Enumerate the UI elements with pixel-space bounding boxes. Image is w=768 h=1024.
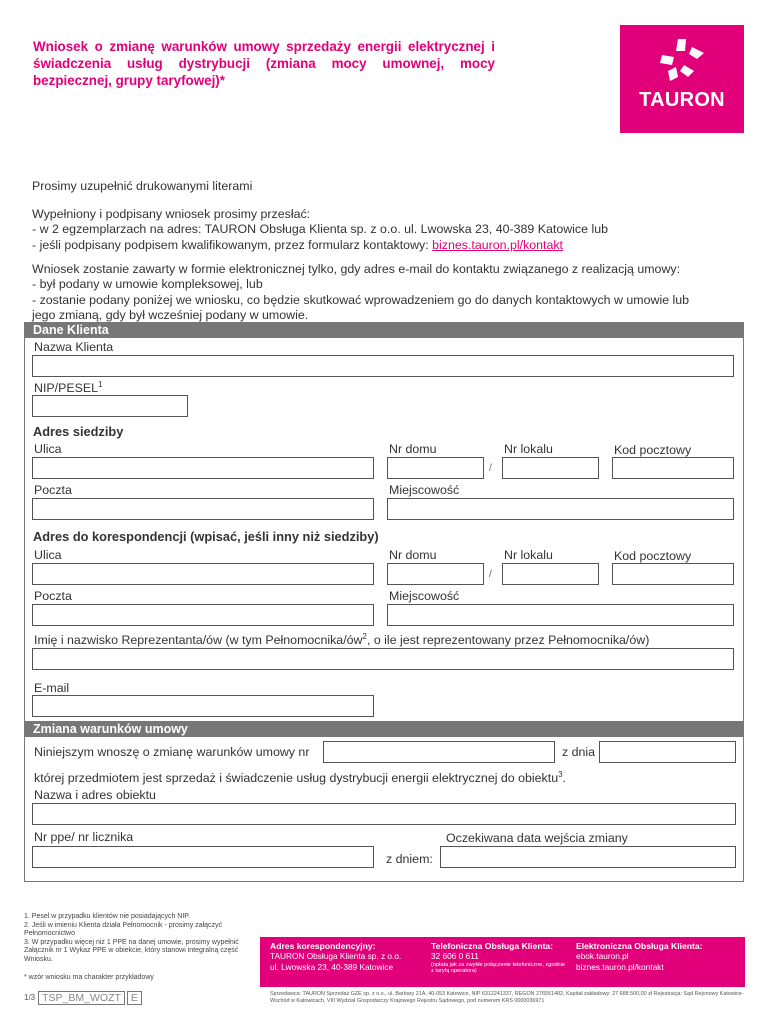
- footer-contact-link[interactable]: biznes.tauron.pl/kontakt: [576, 961, 664, 972]
- intro-electronic-line-2: - był podany w umowie kompleksowej, lub: [32, 277, 263, 292]
- seat-city-field[interactable]: [387, 498, 734, 520]
- corr-flat-label: Nr lokalu: [504, 548, 553, 562]
- corr-flat-field[interactable]: [502, 563, 599, 585]
- effective-date-field[interactable]: [440, 846, 736, 868]
- seat-flat-label: Nr lokalu: [504, 442, 553, 456]
- client-name-label: Nazwa Klienta: [34, 340, 114, 354]
- representative-label: [34, 632, 649, 647]
- seat-city-label: Miejscowość: [389, 483, 460, 497]
- ppe-field[interactable]: [32, 846, 374, 868]
- representative-label-a: Imię i nazwisko Reprezentanta/ów (w tym Pełnomocnika/ów: [34, 633, 363, 648]
- nip-field[interactable]: [32, 395, 188, 417]
- contract-subject-text: [34, 770, 566, 785]
- nip-label-text: NIP/PESEL: [34, 381, 99, 396]
- seat-separator: /: [489, 463, 492, 474]
- contract-date-field[interactable]: [599, 741, 736, 763]
- seat-post-field[interactable]: [32, 498, 374, 520]
- intro-send-line-2: - w 2 egzemplarzach na adres: TAURON Obsługa Klienta sp. z o.o. ul. Lwowska 23, 40-389 Katowice lub: [32, 222, 608, 237]
- correspondence-address-heading: Adres do korespondencji (wpisać, jeśli inny niż siedziby): [33, 529, 379, 544]
- intro-electronic-line-3: - zostanie podany poniżej we wniosku, co będzie skutkować wprowadzeniem go do danych kontaktowych w umowie lub: [32, 292, 690, 307]
- intro-electronic-line-4: jego zmianą, gdy był wcześniej podany w umowie.: [32, 307, 309, 322]
- contract-subject-text-main: której przedmiotem jest sprzedaż i świadczenie usług dystrybucji energii elektrycznej do obiektu: [34, 771, 559, 786]
- footer-address-title: Adres korespondencyjny:: [270, 941, 376, 951]
- seat-house-label: Nr domu: [389, 442, 437, 456]
- ppe-label: Nr ppe/ nr licznika: [34, 830, 134, 844]
- intro-instruction: Prosimy uzupełnić drukowanymi literami: [32, 179, 253, 193]
- email-label: E-mail: [34, 681, 70, 695]
- footnote-1: 1. Pesel w przypadku klientów nie posiadających NIP.: [24, 913, 191, 920]
- corr-city-label: Miejscowość: [389, 589, 460, 603]
- form-code-box: TSP_BM_WOZT: [38, 991, 125, 1005]
- contact-footer: [260, 937, 745, 987]
- seat-post-label: Poczta: [34, 483, 72, 497]
- logo-text: TAURON: [639, 89, 725, 111]
- footnote-3: 3. W przypadku więcej niż 1 PPE na danej umowie, prosimy wypełnić Załącznik nr 1 Wykaz PPE w obiekcie, który stanowi integralną część Wniosku.: [24, 938, 239, 963]
- footer-phone-number[interactable]: 32 606 0 611: [431, 951, 479, 962]
- seat-flat-field[interactable]: [502, 457, 599, 479]
- footer-phone-note: (opłata jak za zwykłe połączenie telefoniczne, zgodnie z taryfą operatora): [431, 961, 566, 975]
- tauron-star-icon: [654, 37, 710, 87]
- seat-street-label: Ulica: [34, 442, 62, 456]
- seat-house-field[interactable]: [387, 457, 484, 479]
- corr-postcode-label: Kod pocztowy: [614, 549, 692, 563]
- footer-ebok-link[interactable]: ebok.tauron.pl: [576, 951, 629, 962]
- page-number: 1/3: [24, 993, 36, 1002]
- footer-address-line-2: ul. Lwowska 23, 40-389 Katowice: [270, 961, 394, 972]
- intro-electronic-line-1: Wniosek zostanie zawarty w formie elektronicznej tylko, gdy adres e-mail do kontaktu związanego z realizacją umowy:: [32, 262, 681, 276]
- representative-label-b: , o ile jest reprezentowany przez Pełnomocnika/ów): [366, 633, 650, 648]
- intro-send-line-3: [32, 238, 732, 253]
- object-field[interactable]: [32, 803, 736, 825]
- footer-electronic: [576, 941, 703, 972]
- contract-number-field[interactable]: [323, 741, 555, 763]
- footer-phone: [431, 941, 566, 975]
- representative-field[interactable]: [32, 648, 734, 670]
- contract-subject-footnote-ref: 3: [558, 770, 563, 779]
- contract-request-label: Niniejszym wnoszę o zmianę warunków umowy nr: [34, 745, 310, 759]
- corr-separator: /: [489, 569, 492, 580]
- section-client-data: Dane Klienta: [24, 322, 744, 338]
- section-contract-change: Zmiana warunków umowy: [24, 721, 744, 737]
- document-title: Wniosek o zmianę warunków umowy sprzedaży energii elektrycznej i świadczenia usług dystrybucji (zmiana mocy umownej, mocy bezpiecznej, grupy taryfowej)*: [33, 39, 495, 88]
- intro-send-line-1: Wypełniony i podpisany wniosek prosimy przesłać:: [32, 207, 311, 221]
- client-name-field[interactable]: [32, 355, 734, 377]
- corr-post-label: Poczta: [34, 589, 72, 603]
- seat-postcode-field[interactable]: [612, 457, 734, 479]
- footnote-template-note: * wzór wniosku ma charakter przykładowy: [24, 973, 154, 981]
- contact-link[interactable]: biznes.tauron.pl/kontakt: [432, 237, 563, 252]
- footnote-2: 2. Jeśli w imieniu Klienta działa Pełnomocnik - prosimy załączyć Pełnomocnictwo: [24, 921, 223, 938]
- footer-address: [270, 941, 401, 972]
- footer-electronic-title: Elektroniczna Obsługa Klienta:: [576, 941, 703, 951]
- intro-send-info: [32, 207, 732, 253]
- tauron-logo: [620, 25, 744, 133]
- seat-address-heading: Adres siedziby: [33, 424, 124, 439]
- footer-address-line-1: TAURON Obsługa Klienta sp. z o.o.: [270, 951, 402, 962]
- object-label: Nazwa i adres obiektu: [34, 788, 156, 802]
- footer-phone-title: Telefoniczna Obsługa Klienta:: [431, 941, 554, 951]
- corr-house-label: Nr domu: [389, 548, 437, 562]
- nip-footnote-ref: 1: [98, 380, 103, 389]
- expected-date-label: Oczekiwana data wejścia zmiany: [446, 831, 628, 845]
- nip-label: [34, 380, 103, 395]
- intro-send-line-3-text: - jeśli podpisany podpisem kwalifikowanym, przez formularz kontaktowy:: [32, 237, 429, 252]
- corr-house-field[interactable]: [387, 563, 484, 585]
- corr-city-field[interactable]: [387, 604, 734, 626]
- legal-info: Sprzedawca: TAURON Sprzedaż GZE sp. z o.o., ul. Barbary 21A, 40-053 Katowice, NIP 6312241337, REGON 276551482, Kapitał zakładowy: 27 688.500,00 zł Rejestracja: Sąd Rejonowy Katowice-Wschód w Katowicach, VIII Wydział Gospodarczy Krajowego Rejestru Sądowego, pod numerem KRS 0000036971: [270, 991, 744, 1004]
- corr-post-field[interactable]: [32, 604, 374, 626]
- corr-postcode-field[interactable]: [612, 563, 734, 585]
- corr-street-field[interactable]: [32, 563, 374, 585]
- seat-postcode-label: Kod pocztowy: [614, 443, 692, 457]
- seat-street-field[interactable]: [32, 457, 374, 479]
- form-code: [24, 990, 142, 1005]
- contract-date-label: z dnia: [562, 745, 596, 759]
- email-field[interactable]: [32, 695, 374, 717]
- contract-subject-dot: .: [562, 771, 566, 786]
- form-code-suffix: E: [127, 991, 142, 1005]
- representative-footnote-ref: 2: [362, 632, 367, 641]
- effective-date-label: z dniem:: [386, 852, 433, 866]
- intro-electronic-info: [32, 262, 732, 323]
- footnotes: [24, 913, 249, 982]
- corr-street-label: Ulica: [34, 548, 62, 562]
